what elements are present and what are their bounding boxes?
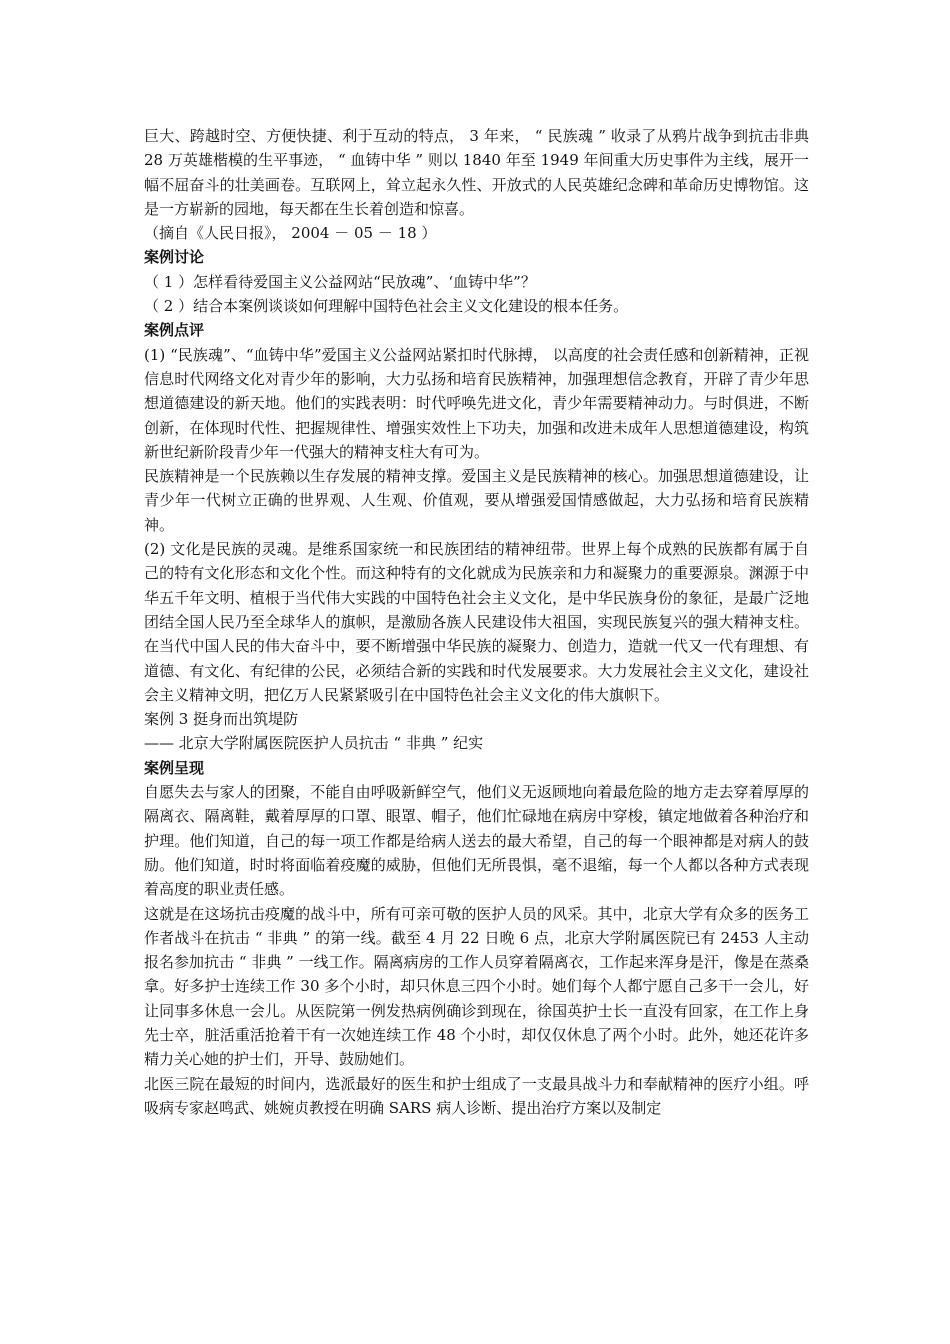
section-heading-discussion: 案例讨论: [144, 248, 205, 267]
commentary-paragraph-3: (2) 文化是民族的灵魂。是维系国家统一和民族团结的精神纽带。世界上每个成熟的民族都有属于自己的特有文化形态和文化个性。而这种特有的文化就成为民族亲和力和凝聚力的重要源泉。渊源于中华五千年文明、植根于当代伟大实践的中国特色社会主义文化，是中华民族身份的象征，是最广泛地团结全国人民乃至全球华人的旗帜，是激励各族人民建设伟大祖国，实现民族复兴的强大精神支柱。在当代中国人民的伟大奋斗中，要不断增强中华民族的凝聚力、创造力，造就一代又一代有理想、有道德、有文化、有纪律的公民，必须结合新的实践和时代发展要求。大力发展社会主义文化，建设社会主义精神文明，把亿万人民紧紧吸引在中国特色社会主义文化的伟大旗帜下。: [144, 540, 809, 704]
case-paragraph-2: 这就是在这场抗击疫魔的战斗中，所有可亲可敬的医护人员的风采。其中，北京大学有众多的医务工作者战斗在抗击 “ 非典 ” 的第一线。截至 4 月 22 日晚 6 点，北京大学附属医院已有 2453 人主动报名参加抗击 “ 非典 ” 一线工作。隔离病房的工作人员穿着隔离衣，工作起来浑身是汗，像是在蒸桑拿。好多护士连续工作 30 多个小时，却只休息三四个小时。她们每个人都宁愿自己多干一会儿，好让同事多休息一会儿。从医院第一例发热病例确诊到现在，徐国英护士长一直没有回家，在工作上身先士卒，脏活重活抢着干有一次她连续工作 48 个小时，却仅仅休息了两个小时。此外，她还花许多精力关心她的护士们，开导、鼓励她们。: [144, 904, 809, 1069]
commentary-paragraph-2: 民族精神是一个民族赖以生存发展的精神支撑。爱国主义是民族精神的核心。加强思想道德建设，让青少年一代树立正确的世界观、人生观、价值观，要从增强爱国情感做起，大力弘扬和培育民族精神。: [144, 467, 809, 534]
section-heading-case-presentation: 案例呈现: [144, 758, 205, 777]
section-heading-commentary: 案例点评: [144, 321, 205, 340]
commentary-paragraph-1: (1) “民族魂”、“血铸中华”爱国主义公益网站紧扣时代脉搏， 以高度的社会责任感和创新精神，正视信息时代网络文化对青少年的影响，大力弘扬和培育民族精神，加强理想信念教育，开辟了青少年思想道德建设的新天地。他们的实践表明：时代呼唤先进文化，青少年需要精神动力。与时俱进，不断创新，在体现时代性、把握规律性、增强实效性上下功夫，加强和改进未成年人思想道德建设，构筑新世纪新阶段青少年一代强大的精神支柱大有可为。: [144, 345, 809, 461]
discussion-question-2: （ 2 ）结合本案例谈谈如何理解中国特色社会主义文化建设的根本任务。: [144, 297, 629, 316]
case-title: 案例 3 挺身而出筑堤防: [144, 710, 299, 729]
document-page: [144, 124, 809, 1120]
discussion-question-1: （ 1 ）怎样看待爱国主义公益网站“民放魂”、‘血铸中华”？: [144, 272, 536, 291]
source-citation: （摘自《人民日报》， 2004 － 05 － 18 ）: [144, 224, 437, 243]
case-paragraph-3: 北医三院在最短的时间内，选派最好的医生和护士组成了一支最具战斗力和奉献精神的医疗小组。呼吸病专家赵鸣武、姚婉贞教授在明确 SARS 病人诊断、提出治疗方案以及制定: [144, 1074, 809, 1117]
case-paragraph-1: 自愿失去与家人的团聚，不能自由呼吸新鲜空气，他们义无返顾地向着最危险的地方走去穿着厚厚的隔离衣、隔离鞋，戴着厚厚的口罩、眼罩、帽子，他们忙碌地在病房中穿梭，镇定地做着各种治疗和护理。他们知道，自己的每一项工作都是给病人送去的最大希望，自己的每一个眼神都是对病人的鼓励。他们知道，时时将面临着疫魔的威胁，但他们无所畏惧，毫不退缩，每一个人都以各种方式表现着高度的职业责任感。: [144, 783, 809, 899]
case-subtitle: —— 北京大学附属医院医护人员抗击 “ 非典 ” 纪实: [144, 734, 484, 753]
paragraph-minzuhun-intro: 巨大、跨越时空、方便快捷、利于互动的特点， 3 年来， “ 民族魂 ” 收录了从鸦片战争到抗击非典 28 万英雄楷模的生平事迹， “ 血铸中华 ” 则以 1840 年至 1949 年间重大历史事件为主线，展开一幅不屈奋斗的壮美画卷。互联网上，耸立起永久性、开放式的人民英雄纪念碑和革命历史博物馆。这是一方崭新的园地，每天都在生长着创造和惊喜。: [144, 127, 809, 218]
